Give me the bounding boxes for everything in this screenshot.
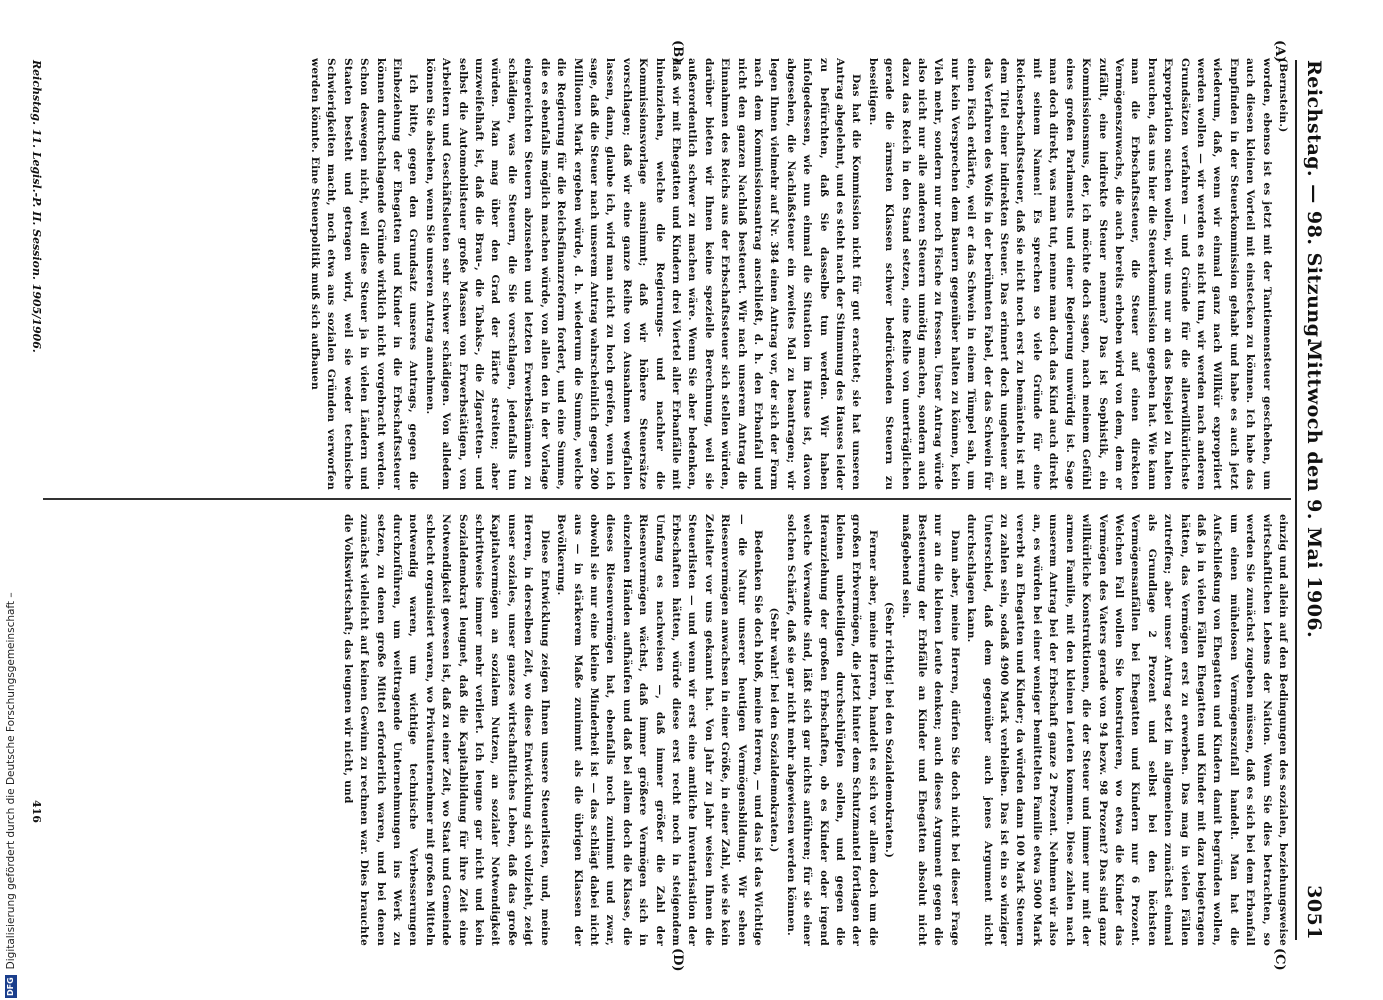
header-date: Mittwoch den 9. Mai 1906. bbox=[1303, 340, 1325, 639]
paragraph: Ich bitte, gegen den Grundsatz unseres Antrags, gegen die Einbeziehung der Ehegatten und Kinder in die Erbschaftssteuer können durchschlagende Gründe wirklich nicht vorgebracht werden. Schon deswegen nicht, weil diese Steuer ja in vielen Ländern und Staaten besteht und getragen wird, weil sie weder technische Schwierigkeiten macht, noch etwa aus sozialen Gründen verworfen werden könnte. Eine Steuerpolitik muß sich aufbauen bbox=[309, 58, 420, 490]
credit-text: Digitalisierung gefördert durch die Deutsche Forschungsgemeinschaft – bbox=[5, 592, 17, 970]
footer-page-number: 416 bbox=[30, 800, 43, 823]
paragraph: Ferner aber, meine Herren, handelt es sich vor allem doch um die großen Erbvermögen, die jetzt hinter dem Schutzmantel fortlagen der kleinen unbeteiligten durchschlüpfen sollen, und gegen die Heranziehung der großen Erbschaften, ob es Kinder oder irgend welche Verwandte sind, läßt sich gar nichts anführen; für sie einer solchen Schärfe, daß sie gar nicht mehr abgewiesen werden können. bbox=[784, 514, 879, 946]
page-header bbox=[1299, 60, 1325, 940]
right-column bbox=[51, 514, 1291, 946]
paragraph: Dann aber, meine Herren, dürfen Sie doch nicht bei dieser Frage nur an die kleinen Leute denken; auch dieses Argument gegen die Besteuerung der Erbfälle an Kinder und Ehegatten absolut nicht maßgebend sein. bbox=[899, 514, 961, 946]
margin-mark-b: (B) bbox=[670, 40, 685, 64]
paragraph: Bedenken Sie doch bloß, meine Herren, — und das ist das Wichtige — die Natur unserer heutigen Vermögensbildung. Wir sehen Riesenvermögen anwachsen in einer Größe, in einer Zahl, wie sie kein Zeitalter vor uns gekannt hat. Von Jahr zu Jahr weisen Ihnen die Steuerlisten — und wenn wir erst eine amtliche Inventarisation der Erbschaften hätten, würde diese erst recht noch in steigendem Umfang es nachweisen —, daß immer größer die Zahl der Riesenvermögen wächst, daß immer größere Vermögen sich in einzelnen Händen aufhäufen und daß bei allem doch die Klasse, die dieses Riesenvermögen hat, ebenfalls noch zunimmt und zwar, obwohl sie nur eine kleine Minderheit ist — das schlägt dabei nicht aus — in stärkerem Maße zunimmt als die übrigen Klassen der Bevölkerung. bbox=[555, 514, 764, 946]
margin-mark-d: (D) bbox=[670, 948, 685, 972]
footer-session: Reichstag. 11. Legisl.-P. II. Session. 1905/1906. bbox=[30, 60, 43, 353]
digitization-credit bbox=[1, 0, 21, 998]
header-page-number: 3051 bbox=[1303, 885, 1325, 940]
header-rule bbox=[1295, 60, 1297, 940]
margin-mark-c: (C) bbox=[1272, 948, 1287, 971]
speaker-label: (Bernstein.) bbox=[1277, 58, 1289, 133]
interjection: (Sehr wahr! bei den Sozialdemokraten.) bbox=[768, 607, 781, 853]
left-column bbox=[51, 58, 1291, 490]
paragraph: einzig und allein auf den Bedingungen des sozialen, beziehungsweise wirtschaftlichen Lebens der Nation. Wenn Sie dies betrachten, so werden Sie zunächst zugeben müssen, daß es sich bei dem Erbanfall um einen mühelosen Vermögenszufall handelt. Man hat die Aufschließung von Ehegatten und Kindern damit begründen wollen, daß ja in vielen Fällen Ehegatten und Kinder mit dazu beigetragen hätten, das Vermögen erst zu erwerben. Das mag in vielen Fällen zutreffen; aber unser Antrag setzt im allgemeinen zunächst einmal als Grundlage 2 Prozent und selbst bei den höchsten Vermögensanfällen bei Ehegatten und Kindern nur 6 Prozent. Welchen Fall wollen Sie konstruieren, wo etwa die Kinder das Vermögen des Vaters gerade von 94 bezw. 98 Prozent? Das sind ganz willkürliche Konstruktionen, die der Steuer und immer nur mit der armen Familie, mit den kleinen Leuten kommen. Diese zahlen nach unserem Antrag bei der Erbschaft ganze 2 Prozent. Nehmen wir also an, es würden bei einer weniger bemittelten Familie etwa 5000 Mark vererbt an Ehegatten und Kinder; da würden dann 100 Mark Steuern zu zahlen sein, sodaß 4900 Mark verbleiben. Das ist ein so winziger Unterschied, daß dem gegenüber auch jenes Argument nicht durchschlagen kann. bbox=[965, 514, 1289, 946]
paragraph: Diese Entwicklung zeigen Ihnen unsere Steuerlisten, und, meine Herren, in derselben Zeit, wo diese Entwicklung sich vollzieht, zeigt unser soziales, unser ganzes wirtschaftliches Leben, daß das große Kapitalvermögen an sozialem Nutzen, an sozialer Notwendigkeit schrittweise immer mehr verliert. Ich leugne gar nicht und kein Sozialdemokrat leugnet, daß die Kapitalbildung für ihre Zeit eine Notwendigkeit gewesen ist, daß zu einer Zeit, wo Staat und Gemeinde schlecht organisiert waren, wo Privatunternehmer mit großen Mitteln notwendig waren, um wichtige technische Verbesserungen durchzuführen, um weittragende Unternehmungen ins Werk zu setzen, zu denen große Mittel erforderlich waren, und bei denen zunächst vielleicht auf keinen Gewinn zu rechnen war. Dies brauchte die Volkswirtschaft; das leugnen wir nicht, und bbox=[341, 514, 551, 946]
header-left: Reichstag. — 98. Sitzung. bbox=[1303, 60, 1325, 345]
paragraph: worden, ebenso ist es jetzt mit der Tantiemensteuer geschehen, um auch diesen kleinen Vorteil mit einstecken zu können. Ich habe das Empfinden in der Steuerkommission gehabt und habe es auch jetzt wiederum, daß, wenn wir einmal ganz nach Willkür expropriiert werden wollen — wir werden es nicht tun, wir werden nach anderen Grundsätzen verfahren — und Gründe für die allerwillkürlichste Expropriation suchen wollen, wir uns nur an das Beispiel zu halten brauchen, das uns hier die Steuerkommission gegeben hat. Wie kann man die Erbschaftssteuer, die Steuer auf einen direkten Vermögenszuwachs, die auch bereits erhoben wird von dem, dem er zufällt, eine indirekte Steuer nennen? Das ist Sophistik, ein Kommissionsmus, der, ich möchte doch sagen, nach meinem Gefühl eines großen Parlaments und einer Regierung unwürdig ist. Sage man doch direkt, was man tut, nenne man doch das Kind auch direkt mit seinem Namen! Es sprechen so viele Gründe für eine Reichserbschaftssteuer, daß sie nicht noch erst zu bemänteln ist mit dem Titel einer indirekten Steuer. Das erinnert doch ungeheuer an das Verfahren des Wolfs in der berühmten Fabel, der das Schwein für einen Fisch erklärte, weil er das Schwein in einem Tümpel sah, um nur kein Versprechen dem Bauern gegenüber halten zu können, kein Vieh mehr, sondern nur noch Fische zu fressen. Unser Antrag würde also nicht nur alle anderen Steuern unnötig machen, sondern auch dazu das Reich in den Stand setzen, eine Reihe von unerträglichen gerade die ärmsten Klassen schwer bedrückenden Steuern zu beseitigen. bbox=[866, 58, 1273, 490]
interjection: (Sehr richtig! bei den Sozialdemokraten.) bbox=[883, 601, 896, 859]
margin-mark-a: (A) bbox=[1272, 40, 1287, 63]
column-rule bbox=[43, 498, 1291, 500]
dfg-logo: DFG bbox=[6, 977, 15, 996]
paragraph: Das hat die Kommission nicht für gut erachtet; sie hat unseren Antrag abgelehnt, und es steht nach der Stimmung des Hauses leider zu befürchten, daß Sie dasselbe tun werden. Wir haben infolgedessen, wie nun einmal die Situation im Hause ist, davon abgesehen, die Nachlaßsteuer ein zweites Mal zu beantragen; wir legen Ihnen vielmehr auf Nr. 384 einen Antrag vor, der sich der Form nach dem Kommissionsantrag anschließt, d. h. den Erbanfall und nicht den ganzen Nachlaß besteuert. Wir nach unserem Antrag die Einnahmen des Reichs aus der Erbschaftssteuer sich stellen würden, darüber bieten wir Ihnen keine spezielle Berechnung, weil sie außerordentlich schwer zu machen wäre. Wenn Sie aber bedenken, daß wir mit Ehegatten und Kindern drei Viertel aller Erbanfälle mit hineinziehen, welche die Regierungs- und nachher die Kommissionsvorlage ausnimmt; daß wir höhere Steuersätze vorschlagen; daß wir eine ganze Reihe von Ausnahmen wegfallen lassen, dann, glaube ich, wird man nicht zu hoch greifen, wenn ich sage, daß die Steuer nach unserem Antrag wahrscheinlich gegen 200 Millionen Mark ergeben würde, d. h. wiederum die Summe, welche die Regierung für die Reichsfinanzreform fordert, und eine Summe, die es ebenfalls möglich machen würde, von allen den in der Vorlage eingereichten Steuern abzusehen und letzten Erwerbsstämmen zu schädigen, was die Steuern, die Sie vorschlagen, jedenfalls tun würden. Man mag über den Grad der Härte streiten; aber unzweifelhaft ist, daß die Brau-, die Tabaks-, die Zigaretten- und selbst die Automobilsteuer große Massen von Erwerbstätigen, von Arbeitern und Geschäftsleuten sehr schwer schädigen. Von alledem können Sie absehen, wenn Sie unseren Antrag annehmen. bbox=[423, 58, 863, 490]
